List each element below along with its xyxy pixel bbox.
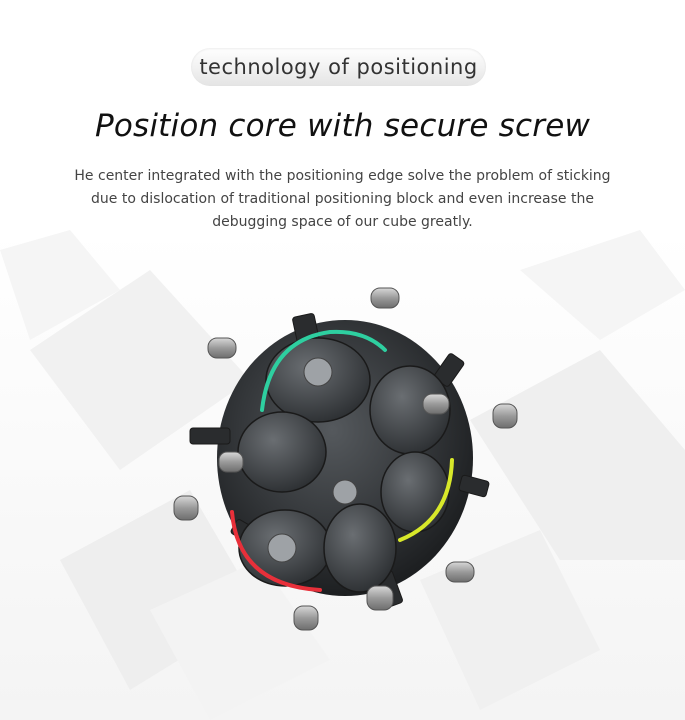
page-title: Position core with secure screw bbox=[94, 108, 591, 144]
feature-description: He center integrated with the positioning edge solve the problem of sticking due to dislocation of traditional positioning block and even increase the debugging space of our cube greatly. bbox=[74, 168, 611, 230]
section-badge-label: technology of positioning bbox=[199, 55, 478, 79]
